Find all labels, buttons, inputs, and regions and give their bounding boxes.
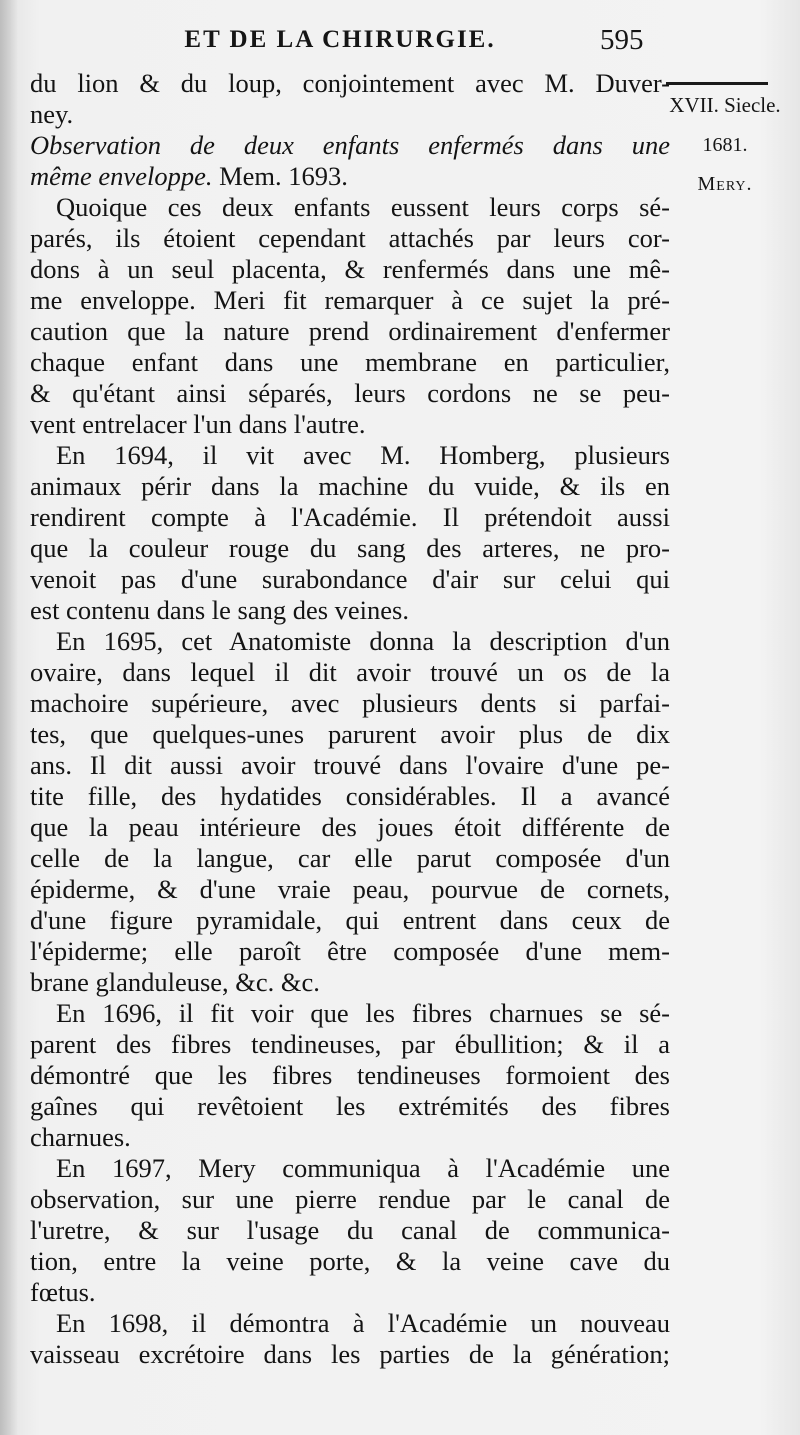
text-line: ovaire, dans lequel il dit avoir trouvé un os de la [30, 657, 670, 687]
text-line: venoit pas d'une surabondance d'air sur celui qui [30, 564, 670, 594]
margin-rule [666, 82, 768, 85]
page-number: 595 [600, 24, 644, 56]
text-line: d'une figure pyramidale, qui entrent dans ceux de [30, 905, 670, 935]
text-line: gaînes qui revêtoient les extrémités des fibres [30, 1091, 670, 1121]
text-line: l'épiderme; elle paroît être composée d'une mem- [30, 936, 670, 966]
running-header: ET DE LA CHIRURGIE. [184, 26, 496, 53]
text-line: animaux périr dans la machine du vuide, & ils en [30, 471, 670, 501]
text-line: vaisseau excrétoire dans les parties de la génération; [30, 1339, 670, 1369]
text-line: que la couleur rouge du sang des arteres, ne pro- [30, 533, 670, 563]
text-line: me enveloppe. Meri fit remarquer à ce sujet la pré- [30, 285, 670, 315]
text-line: machoire supérieure, avec plusieurs dents si parfai- [30, 688, 670, 718]
text-line: est contenu dans le sang des veines. [30, 595, 409, 625]
text-line: charnues. [30, 1122, 131, 1152]
text-line: & qu'étant ainsi séparés, leurs cordons ne se peu- [30, 378, 670, 408]
text-line: dons à un seul placenta, & renfermés dans une mê- [30, 254, 670, 284]
text-line: démontré que les fibres tendineuses formoient des [30, 1060, 670, 1090]
text-line: parent des fibres tendineuses, par ébullition; & il a [30, 1029, 670, 1059]
text-line: fœtus. [30, 1277, 96, 1307]
text-line: En 1696, il fit voir que les fibres charnues se sé- [56, 998, 670, 1028]
body-text [30, 68, 670, 1370]
text-line: chaque enfant dans une membrane en particulier, [30, 347, 670, 377]
gutter-shadow [0, 0, 18, 1435]
observation-heading: même enveloppe. Mem. 1693. [30, 161, 348, 191]
text-line: tion, entre la veine porte, & la veine cave du [30, 1246, 670, 1276]
text-line: Quoique ces deux enfants eussent leurs corps sé- [56, 192, 670, 222]
margin-note-year: 1681. [702, 134, 748, 156]
margin-note-author: Mery. [697, 173, 753, 195]
text-line: En 1694, il vit avec M. Homberg, plusieurs [56, 440, 670, 470]
text-line: celle de la langue, car elle parut composée d'un [30, 843, 670, 873]
text-line: observation, sur une pierre rendue par le canal de [30, 1184, 670, 1214]
text-line: brane glanduleuse, &c. &c. [30, 967, 320, 997]
margin-note-century: XVII. Siecle. [669, 93, 781, 117]
text-line: épiderme, & d'une vraie peau, pourvue de cornets, [30, 874, 670, 904]
text-line: ans. Il dit aussi avoir trouvé dans l'ovaire d'une pe- [30, 750, 670, 780]
text-line: l'uretre, & sur l'usage du canal de communica- [30, 1215, 670, 1245]
text-line: que la peau intérieure des joues étoit différente de [30, 812, 670, 842]
text-line: tes, que quelques-unes parurent avoir plus de dix [30, 719, 670, 749]
text-line: En 1695, cet Anatomiste donna la description d'un [56, 626, 670, 656]
text-line: vent entrelacer l'un dans l'autre. [30, 409, 366, 439]
text-line: du lion & du loup, conjointement avec M. Duver- [30, 68, 670, 98]
text-line: En 1698, il démontra à l'Académie un nouveau [56, 1308, 670, 1338]
observation-heading: Observation de deux enfants enfermés dans une [30, 130, 670, 160]
text-line: parés, ils étoient cependant attachés par leurs cor- [30, 223, 670, 253]
text-line: caution que la nature prend ordinairement d'enfermer [30, 316, 670, 346]
text-line: ney. [30, 99, 74, 129]
text-line: En 1697, Mery communiqua à l'Académie une [56, 1153, 670, 1183]
text-line: tite fille, des hydatides considérables. Il a avancé [30, 781, 670, 811]
text-line: rendirent compte à l'Académie. Il prétendoit aussi [30, 502, 670, 532]
